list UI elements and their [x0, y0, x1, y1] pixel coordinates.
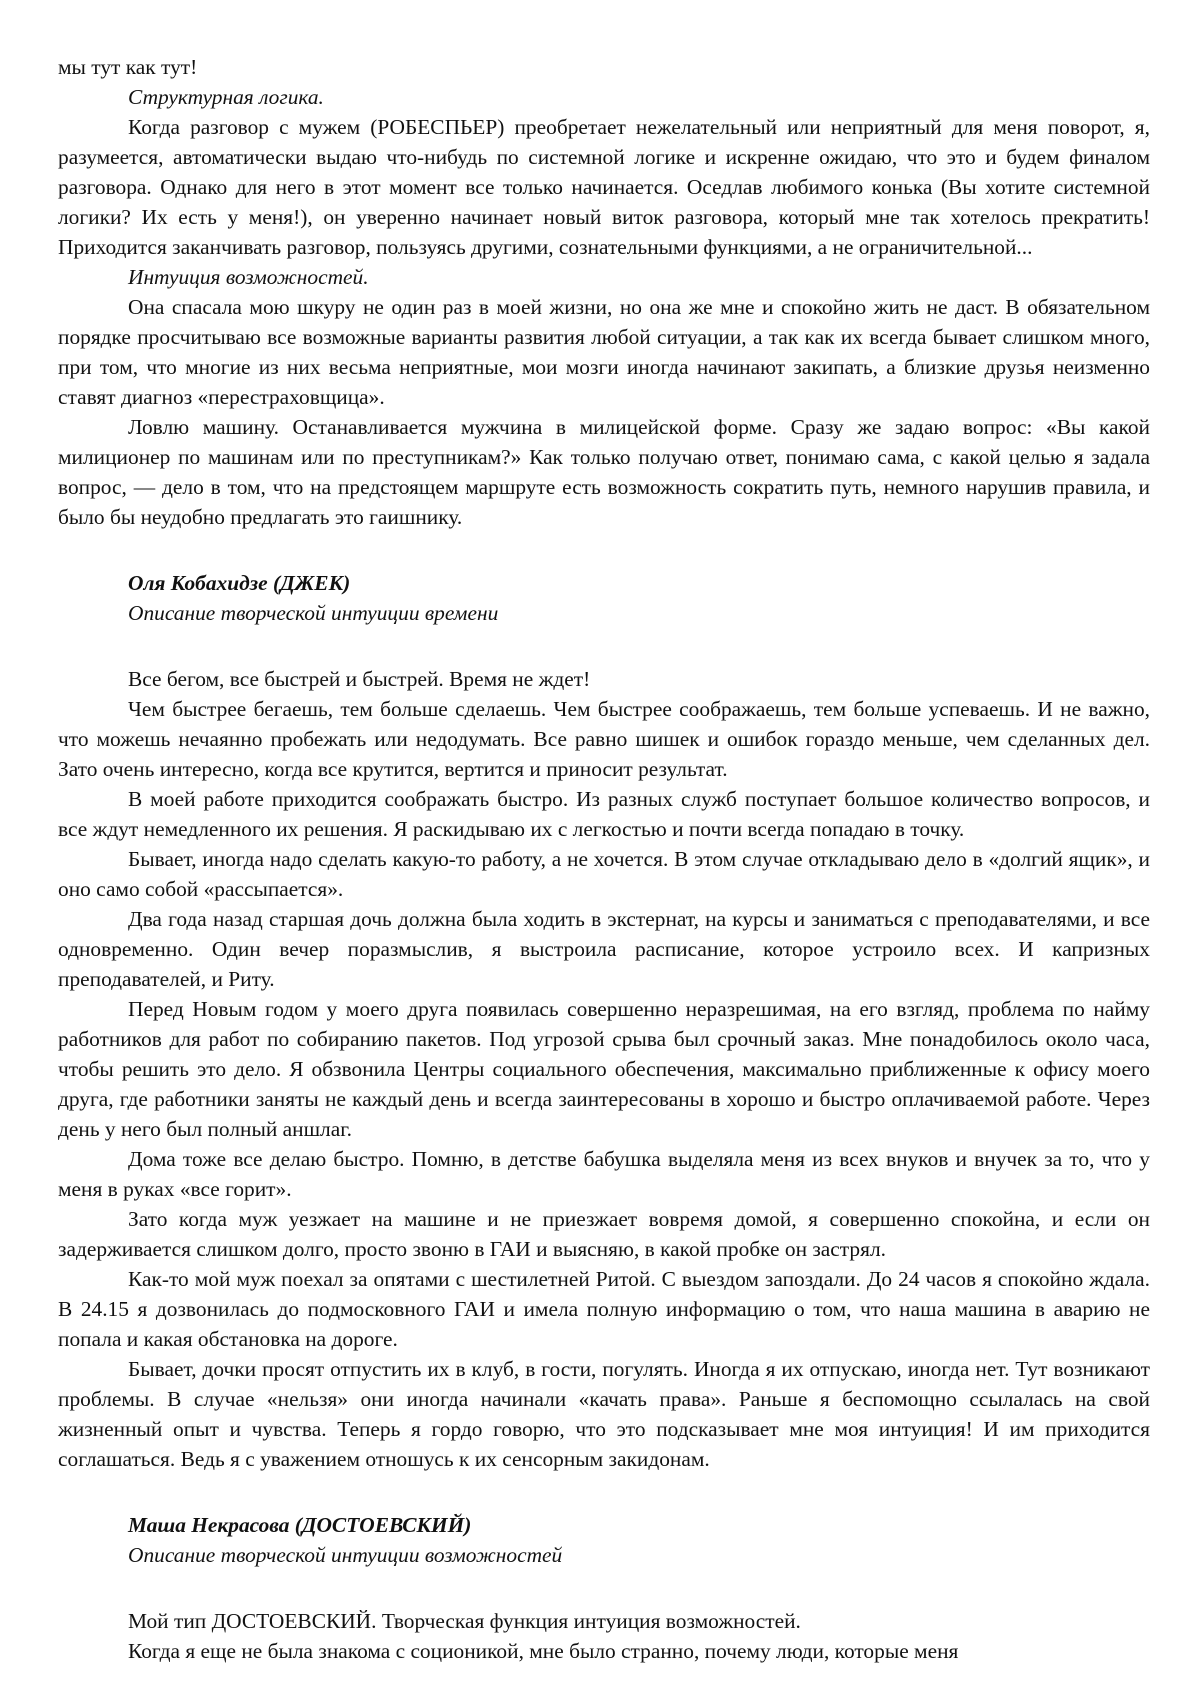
section-gap [58, 1570, 1150, 1606]
subtitle-possibility-intuition: Описание творческой интуиции возможностей [128, 1543, 563, 1567]
section-gap [58, 1474, 1150, 1510]
paragraph-logic: Когда разговор с мужем (РОБЕСПЬЕР) преобретает нежелательный или неприятный для меня поворот, я, разумеется, автоматически выдаю что-нибудь по системной логике и искренне ожидаю, что это и будем финалом разговора. Однако для него в этот момент все только начинается. Оседлав любимого конька (Вы хотите системной логики? Их есть у меня!), он уверенно начинает новый виток разговора, который мне так хотелось прекратить! Приходится заканчивать разговор, пользуясь другими, сознательными функциями, а не ограничительной... [58, 115, 1150, 259]
paragraph: Мой тип ДОСТОЕВСКИЙ. Творческая функция интуиция возможностей. [128, 1609, 801, 1633]
paragraph: Все бегом, все быстрей и быстрей. Время не ждет! [128, 667, 591, 691]
paragraph: Чем быстрее бегаешь, тем больше сделаешь. Чем быстрее соображаешь, тем больше успеваешь. И не важно, что можешь нечаянно пробежать или недодумать. Все равно шишек и ошибок гораздо меньше, чем сделанных дел. Зато очень интересно, когда все крутится, вертится и приносит результат. [58, 697, 1150, 781]
paragraph: В моей работе приходится соображать быстро. Из разных служб поступает большое количество вопросов, и все ждут немедленного их решения. Я раскидываю их с легкостью и почти всегда попадаю в точку. [58, 787, 1150, 841]
paragraph: Бывает, иногда надо сделать какую-то работу, а не хочется. В этом случае откладываю дело в «долгий ящик», и оно само собой «рассыпается». [58, 847, 1150, 901]
paragraph-car: Ловлю машину. Останавливается мужчина в милицейской форме. Сразу же задаю вопрос: «Вы какой милиционер по машинам или по преступникам?» Как только получаю ответ, понимаю сама, с какой целью я задала вопрос, — дело в том, что на предстоящем маршруте есть возможность сократить путь, немного нарушив правила, и было бы неудобно предлагать это гаишнику. [58, 415, 1150, 529]
paragraph-intuition: Она спасала мою шкуру не один раз в моей жизни, но она же мне и спокойно жить не даст. В обязательном порядке просчитываю все возможные варианты развития любой ситуации, а так как их всегда бывает слишком много, при том, что многие из них весьма неприятные, мои мозги иногда начинают закипать, а близкие друзья неизменно ставят диагноз «перестраховщица». [58, 295, 1150, 409]
heading-intuition: Интуиция возможностей. [128, 265, 369, 289]
author-kobakhidze: Оля Кобахидзе (ДЖЕК) [128, 571, 351, 595]
paragraph: Два года назад старшая дочь должна была ходить в экстернат, на курсы и заниматься с преподавателями, и все одновременно. Один вечер поразмыслив, я выстроила расписание, которое устроило всех. И капризных преподавателей, и Риту. [58, 907, 1150, 991]
paragraph: Дома тоже все делаю быстро. Помню, в детстве бабушка выделяла меня из всех внуков и внучек за то, что у меня в руках «все горит». [58, 1147, 1150, 1201]
section-gap [58, 532, 1150, 568]
paragraph: Зато когда муж уезжает на машине и не приезжает вовремя домой, я совершенно спокойна, и если он задерживается слишком долго, просто звоню в ГАИ и выясняю, в какой пробке он застрял. [58, 1207, 1150, 1261]
document-page [58, 52, 1150, 1666]
subtitle-time-intuition: Описание творческой интуиции времени [128, 601, 499, 625]
continuation-line: мы тут как тут! [58, 55, 198, 79]
section-gap [58, 628, 1150, 664]
paragraph: Как-то мой муж поехал за опятами с шестилетней Ритой. С выездом запоздали. До 24 часов я спокойно ждала. В 24.15 я дозвонилась до подмосковного ГАИ и имела полную информацию о том, что наша машина в аварию не попала и какая обстановка на дороге. [58, 1267, 1150, 1351]
paragraph: Перед Новым годом у моего друга появилась совершенно неразрешимая, на его взгляд, проблема по найму работников для работ по собиранию пакетов. Под угрозой срыва был срочный заказ. Мне понадобилось около часа, чтобы решить это дело. Я обзвонила Центры социального обеспечения, максимально приближенные к офису моего друга, где работники заняты не каждый день и всегда заинтересованы в хорошо и быстро оплачиваемой работе. Через день у него был полный аншлаг. [58, 997, 1150, 1141]
paragraph: Когда я еще не была знакома с соционикой, мне было странно, почему люди, которые меня [128, 1639, 959, 1663]
paragraph: Бывает, дочки просят отпустить их в клуб, в гости, погулять. Иногда я их отпускаю, иногда нет. Тут возникают проблемы. В случае «нельзя» они иногда начинали «качать права». Раньше я беспомощно ссылалась на свой жизненный опыт и чувства. Теперь я гордо говорю, что это подсказывает мне моя интуиция! И им приходится соглашаться. Ведь я с уважением отношусь к их сенсорным закидонам. [58, 1357, 1150, 1471]
heading-structural-logic: Структурная логика. [128, 85, 324, 109]
author-nekrasova: Маша Некрасова (ДОСТОЕВСКИЙ) [128, 1513, 472, 1537]
